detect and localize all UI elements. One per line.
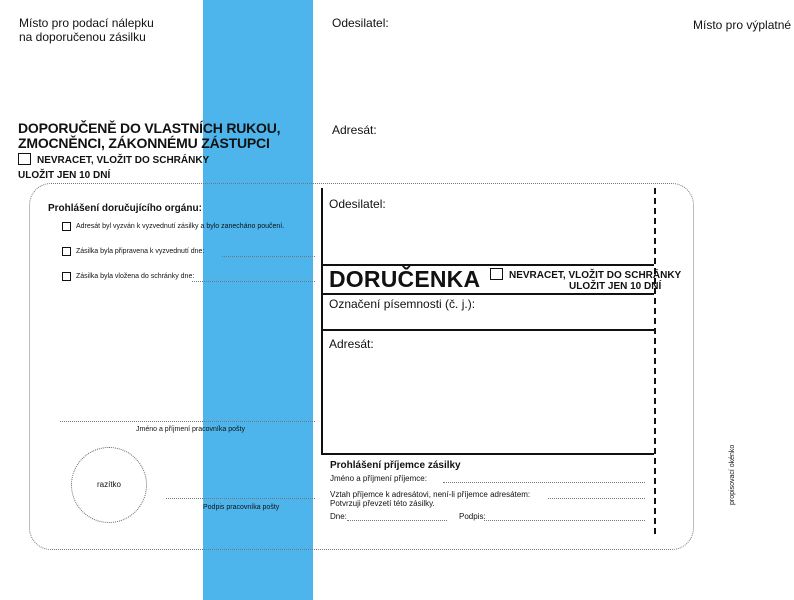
no-return-option bbox=[18, 153, 209, 167]
carbon-window-label: propisovací okénko bbox=[729, 444, 736, 505]
receipt-no-return-checkbox[interactable] bbox=[490, 268, 503, 280]
receipt-right-border bbox=[654, 188, 656, 534]
signature-line bbox=[484, 520, 645, 521]
doc-mark-label: Označení písemnosti (č. j.): bbox=[329, 297, 476, 311]
declaration-title: Prohlášení doručujícího orgánu: bbox=[48, 203, 202, 214]
no-return-checkbox[interactable] bbox=[18, 153, 31, 165]
stamp-label: razítko bbox=[97, 480, 122, 489]
receipt-addressee-label: Adresát: bbox=[329, 337, 374, 351]
mailbox-date-line bbox=[192, 281, 315, 282]
signature-label: Podpis: bbox=[459, 512, 486, 521]
pickup-date-line bbox=[222, 256, 315, 257]
sticker-place-line1: Místo pro podací nálepku bbox=[19, 16, 154, 30]
label-area-top-left bbox=[19, 16, 154, 44]
delivery-heading bbox=[18, 121, 280, 151]
relation-label: Vztah příjemce k adresátovi, není-li příjemce adresátem: bbox=[330, 490, 531, 499]
store-10-days: ULOŽIT JEN 10 DNÍ bbox=[18, 170, 111, 181]
declaration-checkbox-1[interactable] bbox=[62, 222, 71, 231]
worker-name-line bbox=[60, 421, 315, 422]
receipt-sender-label: Odesilatel: bbox=[329, 197, 386, 211]
receipt-left-border bbox=[321, 188, 323, 454]
declaration-item-2: Zásilka byla připravena k vyzvednutí dne: bbox=[76, 248, 205, 255]
addressee-bottom-rule bbox=[321, 453, 654, 455]
receipt-no-return-text: NEVRACET, VLOŽIT DO SCHRÁNKY bbox=[509, 270, 682, 281]
receipt-title: DORUČENKA bbox=[329, 266, 481, 292]
postage-label: Místo pro výplatné bbox=[693, 18, 792, 32]
worker-name-label: Jméno a příjmení pracovníka pošty bbox=[136, 426, 245, 433]
confirm-text: Potvrzuji převzetí této zásilky. bbox=[330, 499, 435, 508]
receipt-no-return-option bbox=[490, 268, 681, 282]
sender-label: Odesilatel: bbox=[332, 16, 389, 30]
no-return-text: NEVRACET, VLOŽIT DO SCHRÁNKY bbox=[37, 155, 210, 166]
doc-mark-bottom-rule bbox=[321, 329, 654, 331]
date-line bbox=[347, 520, 447, 521]
addressee-label: Adresát: bbox=[332, 123, 377, 137]
recipient-name-line bbox=[443, 482, 645, 483]
declaration-item-3: Zásilka byla vložena do schránky dne: bbox=[76, 273, 195, 280]
receipt-title-bottom-rule bbox=[321, 293, 654, 295]
relation-line bbox=[548, 498, 645, 499]
date-label: Dne: bbox=[330, 512, 347, 521]
sticker-place-line2: na doporučenou zásilku bbox=[19, 30, 146, 44]
delivery-heading-line1: DOPORUČENĚ DO VLASTNÍCH RUKOU, bbox=[18, 120, 281, 136]
declaration-checkbox-2[interactable] bbox=[62, 247, 71, 256]
delivery-heading-line2: ZMOCNĚNCI, ZÁKONNÉMU ZÁSTUPCI bbox=[18, 135, 270, 151]
recipient-declaration-title: Prohlášení příjemce zásilky bbox=[330, 460, 461, 471]
worker-signature-label: Podpis pracovníka pošty bbox=[203, 504, 280, 511]
recipient-name-label: Jméno a příjmení příjemce: bbox=[330, 474, 427, 483]
declaration-checkbox-3[interactable] bbox=[62, 272, 71, 281]
declaration-item-1: Adresát byl vyzván k vyzvednutí zásilky a bylo zanecháno poučení. bbox=[76, 223, 285, 230]
receipt-store-10-days: ULOŽIT JEN 10 DNÍ bbox=[569, 281, 662, 292]
worker-signature-line bbox=[166, 498, 315, 499]
